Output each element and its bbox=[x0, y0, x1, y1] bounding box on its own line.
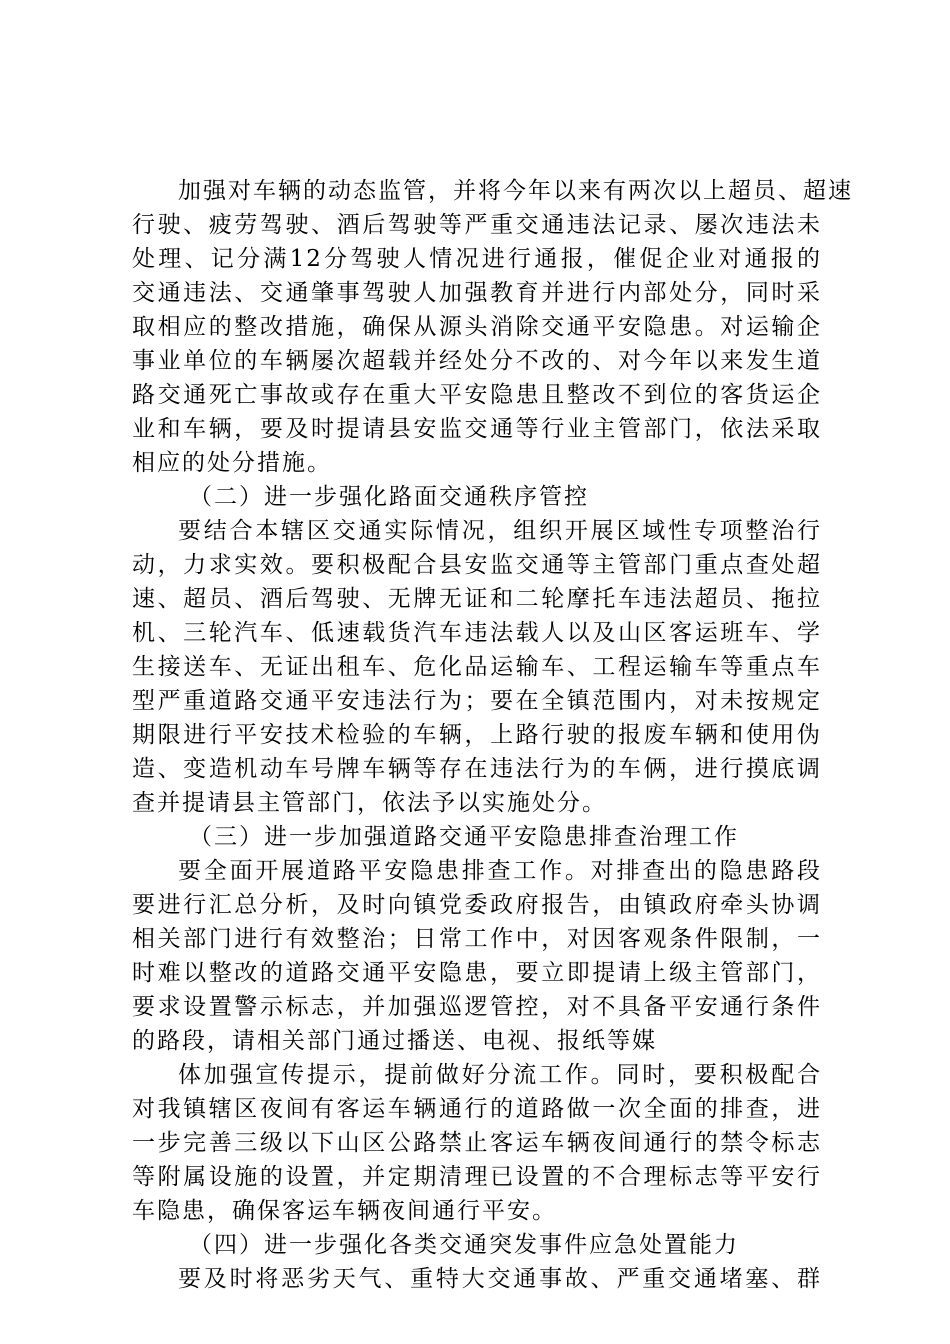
heading-text: （二）进一步强化路面交通秩序管控 bbox=[189, 484, 589, 510]
text-line: 生接送车、无证出租车、危化品运输车、工程运输车等重点车 bbox=[132, 654, 822, 680]
text-line: 一步完善三级以下山区公路禁止客运车辆夜间通行的禁令标志 bbox=[132, 1130, 822, 1156]
text-line: 要全面开展道路平安隐患排查工作。对排查出的隐患路段 bbox=[178, 858, 822, 884]
body-paragraph bbox=[132, 854, 822, 1058]
section-heading bbox=[132, 480, 822, 514]
text-line: 对我镇辖区夜间有客运车辆通行的道路做一次全面的排查，进 bbox=[132, 1096, 822, 1122]
text-line: 相应的处分措施。 bbox=[132, 450, 332, 476]
text-line: 型严重道路交通平安违法行为；要在全镇范围内，对未按规定 bbox=[132, 688, 822, 714]
text-line: 的路段，请相关部门通过播送、电视、报纸等媒 bbox=[132, 1028, 657, 1054]
document-body bbox=[132, 174, 853, 1296]
text-line: 行驶、疲劳驾驶、酒后驾驶等严重交通违法记录、屡次违法未 bbox=[132, 212, 822, 238]
text-line: 相关部门进行有效整治；日常工作中，对因客观条件限制，一 bbox=[132, 926, 822, 952]
text-line: 车隐患，确保客运车辆夜间通行平安。 bbox=[132, 1198, 557, 1224]
text-line: 期限进行平安技术检验的车辆，上路行驶的报废车辆和使用伪 bbox=[132, 722, 822, 748]
heading-text: （四）进一步强化各类交通突发事件应急处置能力 bbox=[189, 1232, 739, 1258]
text-line: 要及时将恶劣天气、重特大交通事故、严重交通堵塞、群 bbox=[178, 1266, 822, 1292]
text-line: 动，力求实效。要积极配合县安监交通等主管部门重点查处超 bbox=[132, 552, 822, 578]
text-line: 造、变造机动车号牌车辆等存在违法行为的车俩，进行摸底调 bbox=[132, 756, 822, 782]
text-line: 取相应的整改措施，确保从源头消除交通平安隐患。对运输企 bbox=[132, 314, 822, 340]
heading-text: （三）进一步加强道路交通平安隐患排查治理工作 bbox=[189, 824, 739, 850]
text-line: 要求设置警示标志，并加强巡逻管控，对不具备平安通行条件 bbox=[132, 994, 822, 1020]
text-line: 路交通死亡事故或存在重大平安隐患且整改不到位的客货运企 bbox=[132, 382, 822, 408]
text-line: 机、三轮汽车、低速载货汽车违法载人以及山区客运班车、学 bbox=[132, 620, 822, 646]
text-line: 处理、记分满12分驾驶人情况进行通报，催促企业对通报的 bbox=[132, 246, 822, 272]
text-line: 业和车辆，要及时提请县安监交通等行业主管部门，依法采取 bbox=[132, 416, 822, 442]
text-line: 交通违法、交通肇事驾驶人加强教育并进行内部处分，同时采 bbox=[132, 280, 822, 306]
body-paragraph bbox=[132, 514, 822, 820]
text-line: 加强对车辆的动态监管，并将今年以来有两次以上超员、超速 bbox=[178, 178, 853, 204]
text-line: 速、超员、酒后驾驶、无牌无证和二轮摩托车违法超员、拖拉 bbox=[132, 586, 822, 612]
text-line: 查并提请县主管部门，依法予以实施处分。 bbox=[132, 790, 607, 816]
section-heading bbox=[132, 1228, 822, 1262]
text-line: 时难以整改的道路交通平安隐患，要立即提请上级主管部门， bbox=[132, 960, 822, 986]
text-line: 要进行汇总分析，及时向镇党委政府报告，由镇政府牵头协调 bbox=[132, 892, 822, 918]
text-line: 等附属设施的设置，并定期清理已设置的不合理标志等平安行 bbox=[132, 1164, 822, 1190]
section-heading bbox=[132, 820, 822, 854]
text-line: 体加强宣传提示，提前做好分流工作。同时，要积极配合 bbox=[178, 1062, 822, 1088]
body-paragraph bbox=[132, 1262, 822, 1296]
text-line: 事业单位的车辆屡次超载并经处分不改的、对今年以来发生道 bbox=[132, 348, 822, 374]
body-paragraph bbox=[132, 174, 853, 480]
body-paragraph bbox=[132, 1058, 822, 1228]
text-line: 要结合本辖区交通实际情况，组织开展区域性专项整治行 bbox=[178, 518, 822, 544]
